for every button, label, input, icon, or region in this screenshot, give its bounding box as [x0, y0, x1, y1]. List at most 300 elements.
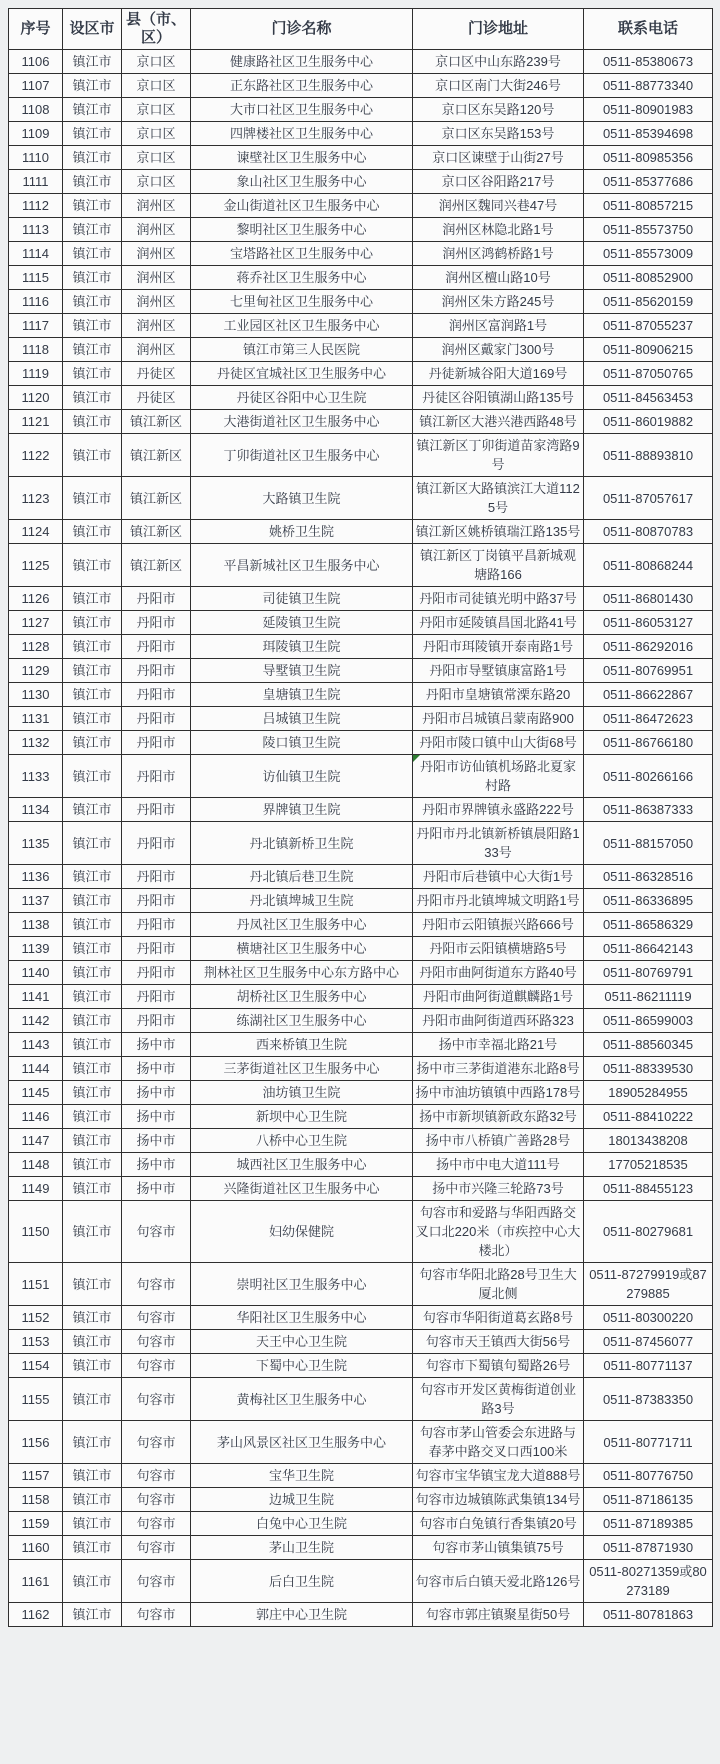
cell-district: 丹阳市 [122, 659, 191, 683]
table-row [9, 1512, 713, 1536]
cell-city: 镇江市 [63, 755, 122, 798]
cell-seq: 1131 [9, 707, 63, 731]
cell-seq: 1157 [9, 1464, 63, 1488]
cell-phone: 0511-87279919或87279885 [584, 1263, 713, 1306]
cell-clinic-name: 四牌楼社区卫生服务中心 [191, 122, 413, 146]
cell-clinic-address: 丹徒新城谷阳大道169号 [413, 362, 584, 386]
cell-city: 镇江市 [63, 1464, 122, 1488]
cell-district: 京口区 [122, 122, 191, 146]
table-row [9, 50, 713, 74]
table-row [9, 1201, 713, 1263]
cell-phone: 0511-80771137 [584, 1354, 713, 1378]
cell-seq: 1152 [9, 1306, 63, 1330]
cell-district: 润州区 [122, 266, 191, 290]
cell-seq: 1109 [9, 122, 63, 146]
table-body [9, 50, 713, 1627]
cell-district: 润州区 [122, 314, 191, 338]
cell-city: 镇江市 [63, 1488, 122, 1512]
cell-clinic-name: 黎明社区卫生服务中心 [191, 218, 413, 242]
cell-clinic-address: 镇江新区姚桥镇瑞江路135号 [413, 520, 584, 544]
cell-clinic-name: 工业园区社区卫生服务中心 [191, 314, 413, 338]
cell-clinic-address: 句容市天王镇西大街56号 [413, 1330, 584, 1354]
cell-phone: 0511-88339530 [584, 1057, 713, 1081]
cell-district: 扬中市 [122, 1129, 191, 1153]
cell-seq: 1120 [9, 386, 63, 410]
cell-seq: 1160 [9, 1536, 63, 1560]
cell-district: 丹阳市 [122, 798, 191, 822]
cell-clinic-address: 句容市边城镇陈武集镇134号 [413, 1488, 584, 1512]
cell-phone: 0511-87456077 [584, 1330, 713, 1354]
cell-district: 扬中市 [122, 1105, 191, 1129]
table-row [9, 755, 713, 798]
table-row [9, 338, 713, 362]
cell-clinic-name: 练湖社区卫生服务中心 [191, 1009, 413, 1033]
cell-clinic-name: 谏壁社区卫生服务中心 [191, 146, 413, 170]
cell-clinic-address: 丹阳市云阳镇横塘路5号 [413, 937, 584, 961]
table-row [9, 1129, 713, 1153]
cell-clinic-address: 扬中市油坊镇镇中西路178号 [413, 1081, 584, 1105]
cell-seq: 1149 [9, 1177, 63, 1201]
cell-phone: 18013438208 [584, 1129, 713, 1153]
cell-clinic-address: 丹阳市皇塘镇常溧东路20 [413, 683, 584, 707]
cell-seq: 1129 [9, 659, 63, 683]
cell-phone: 0511-86053127 [584, 611, 713, 635]
cell-district: 润州区 [122, 290, 191, 314]
cell-seq: 1148 [9, 1153, 63, 1177]
cell-city: 镇江市 [63, 587, 122, 611]
table-row [9, 1081, 713, 1105]
cell-phone: 17705218535 [584, 1153, 713, 1177]
cell-phone: 0511-88560345 [584, 1033, 713, 1057]
cell-clinic-address: 京口区东吴路120号 [413, 98, 584, 122]
cell-seq: 1123 [9, 477, 63, 520]
cell-clinic-name: 象山社区卫生服务中心 [191, 170, 413, 194]
cell-clinic-name: 八桥中心卫生院 [191, 1129, 413, 1153]
cell-city: 镇江市 [63, 242, 122, 266]
table-row [9, 1560, 713, 1603]
cell-phone: 0511-80279681 [584, 1201, 713, 1263]
header-row [9, 9, 713, 50]
cell-district: 丹徒区 [122, 386, 191, 410]
cell-seq: 1127 [9, 611, 63, 635]
cell-clinic-name: 茅山风景区社区卫生服务中心 [191, 1421, 413, 1464]
cell-seq: 1154 [9, 1354, 63, 1378]
cell-phone: 0511-84563453 [584, 386, 713, 410]
cell-city: 镇江市 [63, 707, 122, 731]
cell-phone: 0511-80771711 [584, 1421, 713, 1464]
cell-district: 扬中市 [122, 1033, 191, 1057]
cell-city: 镇江市 [63, 822, 122, 865]
cell-clinic-address: 丹阳市曲阿街道西环路323 [413, 1009, 584, 1033]
cell-district: 丹阳市 [122, 937, 191, 961]
cell-city: 镇江市 [63, 1512, 122, 1536]
cell-seq: 1150 [9, 1201, 63, 1263]
cell-seq: 1141 [9, 985, 63, 1009]
cell-city: 镇江市 [63, 266, 122, 290]
cell-district: 丹阳市 [122, 635, 191, 659]
cell-clinic-address: 润州区富润路1号 [413, 314, 584, 338]
cell-seq: 1119 [9, 362, 63, 386]
cell-district: 京口区 [122, 50, 191, 74]
table-row [9, 386, 713, 410]
cell-phone: 0511-80271359或80273189 [584, 1560, 713, 1603]
cell-seq: 1143 [9, 1033, 63, 1057]
cell-district: 丹阳市 [122, 822, 191, 865]
cell-city: 镇江市 [63, 1354, 122, 1378]
cell-clinic-name: 界牌镇卫生院 [191, 798, 413, 822]
cell-district: 丹阳市 [122, 683, 191, 707]
cell-clinic-name: 茅山卫生院 [191, 1536, 413, 1560]
cell-clinic-name: 郭庄中心卫生院 [191, 1603, 413, 1627]
table-row [9, 611, 713, 635]
cell-clinic-address: 丹阳市陵口镇中山大街68号 [413, 731, 584, 755]
cell-phone: 0511-80857215 [584, 194, 713, 218]
cell-seq: 1144 [9, 1057, 63, 1081]
cell-clinic-address: 丹阳市导墅镇康富路1号 [413, 659, 584, 683]
cell-district: 镇江新区 [122, 410, 191, 434]
cell-district: 京口区 [122, 74, 191, 98]
cell-district: 丹阳市 [122, 611, 191, 635]
cell-clinic-address: 句容市华阳街道葛玄路8号 [413, 1306, 584, 1330]
cell-clinic-name: 白兔中心卫生院 [191, 1512, 413, 1536]
cell-clinic-address: 润州区林隐北路1号 [413, 218, 584, 242]
cell-clinic-name: 后白卫生院 [191, 1560, 413, 1603]
cell-phone: 0511-87189385 [584, 1512, 713, 1536]
cell-phone: 0511-86292016 [584, 635, 713, 659]
cell-clinic-name: 宝华卫生院 [191, 1464, 413, 1488]
cell-clinic-name: 西来桥镇卫生院 [191, 1033, 413, 1057]
cell-district: 丹阳市 [122, 1009, 191, 1033]
cell-phone: 0511-86387333 [584, 798, 713, 822]
header-city: 设区市 [63, 9, 122, 50]
cell-city: 镇江市 [63, 122, 122, 146]
cell-city: 镇江市 [63, 1153, 122, 1177]
cell-seq: 1128 [9, 635, 63, 659]
table-row [9, 1378, 713, 1421]
cell-clinic-name: 崇明社区卫生服务中心 [191, 1263, 413, 1306]
cell-district: 镇江新区 [122, 477, 191, 520]
cell-clinic-address: 丹阳市界牌镇永盛路222号 [413, 798, 584, 822]
cell-clinic-address: 句容市白兔镇行香集镇20号 [413, 1512, 584, 1536]
cell-clinic-address: 扬中市幸福北路21号 [413, 1033, 584, 1057]
cell-clinic-name: 兴隆街道社区卫生服务中心 [191, 1177, 413, 1201]
cell-clinic-address: 句容市茅山镇集镇75号 [413, 1536, 584, 1560]
cell-clinic-address: 句容市华阳北路28号卫生大厦北侧 [413, 1263, 584, 1306]
cell-district: 丹阳市 [122, 587, 191, 611]
cell-clinic-address: 镇江新区丁卯街道苗家湾路9号 [413, 434, 584, 477]
cell-clinic-name: 三茅街道社区卫生服务中心 [191, 1057, 413, 1081]
cell-seq: 1139 [9, 937, 63, 961]
cell-clinic-address: 镇江新区丁岗镇平昌新城观塘路166 [413, 544, 584, 587]
cell-phone: 0511-86766180 [584, 731, 713, 755]
cell-clinic-address: 扬中市兴隆三轮路73号 [413, 1177, 584, 1201]
cell-city: 镇江市 [63, 683, 122, 707]
cell-phone: 0511-80769951 [584, 659, 713, 683]
cell-clinic-name: 丹徒区谷阳中心卫生院 [191, 386, 413, 410]
cell-district: 扬中市 [122, 1057, 191, 1081]
table-row [9, 587, 713, 611]
header-seq: 序号 [9, 9, 63, 50]
cell-seq: 1111 [9, 170, 63, 194]
cell-district: 丹阳市 [122, 913, 191, 937]
cell-phone: 0511-87871930 [584, 1536, 713, 1560]
cell-clinic-name: 丹北镇后巷卫生院 [191, 865, 413, 889]
cell-clinic-name: 平昌新城社区卫生服务中心 [191, 544, 413, 587]
cell-phone: 0511-80985356 [584, 146, 713, 170]
cell-seq: 1153 [9, 1330, 63, 1354]
cell-city: 镇江市 [63, 913, 122, 937]
cell-seq: 1118 [9, 338, 63, 362]
cell-city: 镇江市 [63, 1306, 122, 1330]
table-row [9, 218, 713, 242]
cell-clinic-name: 健康路社区卫生服务中心 [191, 50, 413, 74]
cell-city: 镇江市 [63, 477, 122, 520]
cell-phone: 0511-80300220 [584, 1306, 713, 1330]
table-header [9, 9, 713, 50]
table-row [9, 520, 713, 544]
cell-district: 润州区 [122, 338, 191, 362]
cell-clinic-address: 句容市开发区黄梅街道创业路3号 [413, 1378, 584, 1421]
cell-city: 镇江市 [63, 635, 122, 659]
cell-district: 京口区 [122, 170, 191, 194]
cell-clinic-address: 扬中市八桥镇广善路28号 [413, 1129, 584, 1153]
cell-city: 镇江市 [63, 985, 122, 1009]
cell-city: 镇江市 [63, 362, 122, 386]
cell-clinic-address: 句容市郭庄镇聚星街50号 [413, 1603, 584, 1627]
cell-district: 句容市 [122, 1354, 191, 1378]
cell-clinic-address: 扬中市中电大道111号 [413, 1153, 584, 1177]
cell-clinic-name: 丁卯街道社区卫生服务中心 [191, 434, 413, 477]
table-row [9, 1153, 713, 1177]
cell-phone: 0511-85573009 [584, 242, 713, 266]
cell-phone: 0511-80906215 [584, 338, 713, 362]
cell-phone: 0511-85620159 [584, 290, 713, 314]
cell-phone: 0511-86642143 [584, 937, 713, 961]
cell-city: 镇江市 [63, 798, 122, 822]
cell-city: 镇江市 [63, 1263, 122, 1306]
cell-clinic-address: 丹阳市丹北镇新桥镇晨阳路133号 [413, 822, 584, 865]
cell-city: 镇江市 [63, 659, 122, 683]
table-row [9, 913, 713, 937]
cell-district: 丹阳市 [122, 961, 191, 985]
cell-city: 镇江市 [63, 50, 122, 74]
cell-district: 扬中市 [122, 1081, 191, 1105]
cell-city: 镇江市 [63, 1081, 122, 1105]
cell-clinic-address: 丹徒区谷阳镇湖山路135号 [413, 386, 584, 410]
cell-city: 镇江市 [63, 74, 122, 98]
cell-clinic-name: 珥陵镇卫生院 [191, 635, 413, 659]
cell-phone: 0511-86599003 [584, 1009, 713, 1033]
cell-phone: 0511-85377686 [584, 170, 713, 194]
cell-seq: 1124 [9, 520, 63, 544]
header-phone: 联系电话 [584, 9, 713, 50]
cell-phone: 0511-86211119 [584, 985, 713, 1009]
table-row [9, 98, 713, 122]
cell-city: 镇江市 [63, 1033, 122, 1057]
cell-clinic-name: 金山街道社区卫生服务中心 [191, 194, 413, 218]
cell-phone: 0511-87055237 [584, 314, 713, 338]
cell-seq: 1158 [9, 1488, 63, 1512]
cell-phone: 0511-80266166 [584, 755, 713, 798]
cell-city: 镇江市 [63, 731, 122, 755]
cell-phone: 0511-88410222 [584, 1105, 713, 1129]
cell-clinic-name: 蒋乔社区卫生服务中心 [191, 266, 413, 290]
cell-district: 句容市 [122, 1488, 191, 1512]
table-row [9, 1009, 713, 1033]
cell-clinic-address: 丹阳市司徒镇光明中路37号 [413, 587, 584, 611]
cell-city: 镇江市 [63, 520, 122, 544]
cell-phone: 0511-87383350 [584, 1378, 713, 1421]
cell-seq: 1161 [9, 1560, 63, 1603]
cell-clinic-address: 扬中市三茅街道港东北路8号 [413, 1057, 584, 1081]
cell-clinic-address: 丹阳市曲阿街道东方路40号 [413, 961, 584, 985]
table-row [9, 865, 713, 889]
cell-seq: 1135 [9, 822, 63, 865]
cell-phone: 0511-85380673 [584, 50, 713, 74]
cell-district: 句容市 [122, 1263, 191, 1306]
cell-phone: 0511-88157050 [584, 822, 713, 865]
cell-clinic-name: 宝塔路社区卫生服务中心 [191, 242, 413, 266]
cell-clinic-name: 丹北镇新桥卫生院 [191, 822, 413, 865]
cell-clinic-name: 访仙镇卫生院 [191, 755, 413, 798]
cell-district: 镇江新区 [122, 434, 191, 477]
cell-seq: 1145 [9, 1081, 63, 1105]
cell-seq: 1121 [9, 410, 63, 434]
cell-city: 镇江市 [63, 146, 122, 170]
cell-phone: 0511-80776750 [584, 1464, 713, 1488]
clinic-table [8, 8, 713, 1627]
cell-phone: 0511-80781863 [584, 1603, 713, 1627]
cell-city: 镇江市 [63, 889, 122, 913]
table-row [9, 74, 713, 98]
cell-district: 扬中市 [122, 1153, 191, 1177]
cell-city: 镇江市 [63, 98, 122, 122]
cell-seq: 1106 [9, 50, 63, 74]
cell-clinic-name: 陵口镇卫生院 [191, 731, 413, 755]
cell-clinic-address: 丹阳市云阳镇振兴路666号 [413, 913, 584, 937]
cell-clinic-address: 润州区鸿鹤桥路1号 [413, 242, 584, 266]
cell-phone: 0511-80769791 [584, 961, 713, 985]
table-row [9, 1421, 713, 1464]
table-row [9, 410, 713, 434]
cell-clinic-address: 润州区戴家门300号 [413, 338, 584, 362]
table-row [9, 683, 713, 707]
table-row [9, 961, 713, 985]
cell-city: 镇江市 [63, 1330, 122, 1354]
cell-district: 京口区 [122, 146, 191, 170]
cell-seq: 1151 [9, 1263, 63, 1306]
cell-clinic-name: 新坝中心卫生院 [191, 1105, 413, 1129]
cell-phone: 0511-86328516 [584, 865, 713, 889]
cell-clinic-address: 镇江新区大路镇滨江大道1125号 [413, 477, 584, 520]
cell-seq: 1162 [9, 1603, 63, 1627]
table-row [9, 290, 713, 314]
cell-district: 润州区 [122, 194, 191, 218]
cell-district: 句容市 [122, 1512, 191, 1536]
cell-clinic-address: 京口区谏壁于山街27号 [413, 146, 584, 170]
cell-district: 丹徒区 [122, 362, 191, 386]
cell-district: 丹阳市 [122, 755, 191, 798]
cell-clinic-name: 延陵镇卫生院 [191, 611, 413, 635]
cell-seq: 1134 [9, 798, 63, 822]
table-row [9, 362, 713, 386]
cell-clinic-address: 京口区谷阳路217号 [413, 170, 584, 194]
cell-seq: 1130 [9, 683, 63, 707]
cell-clinic-name: 七里甸社区卫生服务中心 [191, 290, 413, 314]
cell-city: 镇江市 [63, 194, 122, 218]
cell-clinic-name: 胡桥社区卫生服务中心 [191, 985, 413, 1009]
cell-clinic-name: 荆林社区卫生服务中心东方路中心 [191, 961, 413, 985]
cell-seq: 1146 [9, 1105, 63, 1129]
cell-clinic-name: 边城卫生院 [191, 1488, 413, 1512]
cell-district: 丹阳市 [122, 865, 191, 889]
table-row [9, 1263, 713, 1306]
cell-clinic-name: 妇幼保健院 [191, 1201, 413, 1263]
cell-district: 润州区 [122, 218, 191, 242]
cell-seq: 1156 [9, 1421, 63, 1464]
cell-clinic-address: 京口区南门大街246号 [413, 74, 584, 98]
cell-phone: 0511-80870783 [584, 520, 713, 544]
table-row [9, 1536, 713, 1560]
table-row [9, 434, 713, 477]
cell-clinic-address: 润州区朱方路245号 [413, 290, 584, 314]
cell-clinic-name: 华阳社区卫生服务中心 [191, 1306, 413, 1330]
cell-city: 镇江市 [63, 611, 122, 635]
cell-clinic-name: 大市口社区卫生服务中心 [191, 98, 413, 122]
table-row [9, 170, 713, 194]
table-row [9, 1057, 713, 1081]
cell-district: 句容市 [122, 1560, 191, 1603]
table-row [9, 314, 713, 338]
cell-city: 镇江市 [63, 865, 122, 889]
cell-city: 镇江市 [63, 1177, 122, 1201]
cell-city: 镇江市 [63, 1378, 122, 1421]
table-row [9, 659, 713, 683]
cell-city: 镇江市 [63, 544, 122, 587]
cell-seq: 1114 [9, 242, 63, 266]
cell-city: 镇江市 [63, 1560, 122, 1603]
cell-city: 镇江市 [63, 386, 122, 410]
cell-city: 镇江市 [63, 1536, 122, 1560]
cell-phone: 0511-86019882 [584, 410, 713, 434]
cell-seq: 1117 [9, 314, 63, 338]
table-row [9, 822, 713, 865]
table-row [9, 194, 713, 218]
table-row [9, 1105, 713, 1129]
header-district: 县（市、区） [122, 9, 191, 50]
cell-clinic-address: 京口区东吴路153号 [413, 122, 584, 146]
cell-district: 句容市 [122, 1201, 191, 1263]
cell-district: 句容市 [122, 1306, 191, 1330]
cell-clinic-address: 句容市宝华镇宝龙大道888号 [413, 1464, 584, 1488]
cell-clinic-address: 句容市后白镇天爱北路126号 [413, 1560, 584, 1603]
cell-city: 镇江市 [63, 290, 122, 314]
cell-city: 镇江市 [63, 410, 122, 434]
cell-city: 镇江市 [63, 1201, 122, 1263]
table-row [9, 798, 713, 822]
cell-phone: 0511-85573750 [584, 218, 713, 242]
cell-district: 镇江新区 [122, 544, 191, 587]
cell-clinic-address: 京口区中山东路239号 [413, 50, 584, 74]
cell-clinic-name: 下蜀中心卫生院 [191, 1354, 413, 1378]
cell-district: 丹阳市 [122, 731, 191, 755]
cell-district: 润州区 [122, 242, 191, 266]
table-row [9, 266, 713, 290]
cell-clinic-address: 丹阳市珥陵镇开泰南路1号 [413, 635, 584, 659]
cell-clinic-address: 丹阳市曲阿街道麒麟路1号 [413, 985, 584, 1009]
cell-clinic-name: 丹徒区宜城社区卫生服务中心 [191, 362, 413, 386]
cell-clinic-name: 导墅镇卫生院 [191, 659, 413, 683]
